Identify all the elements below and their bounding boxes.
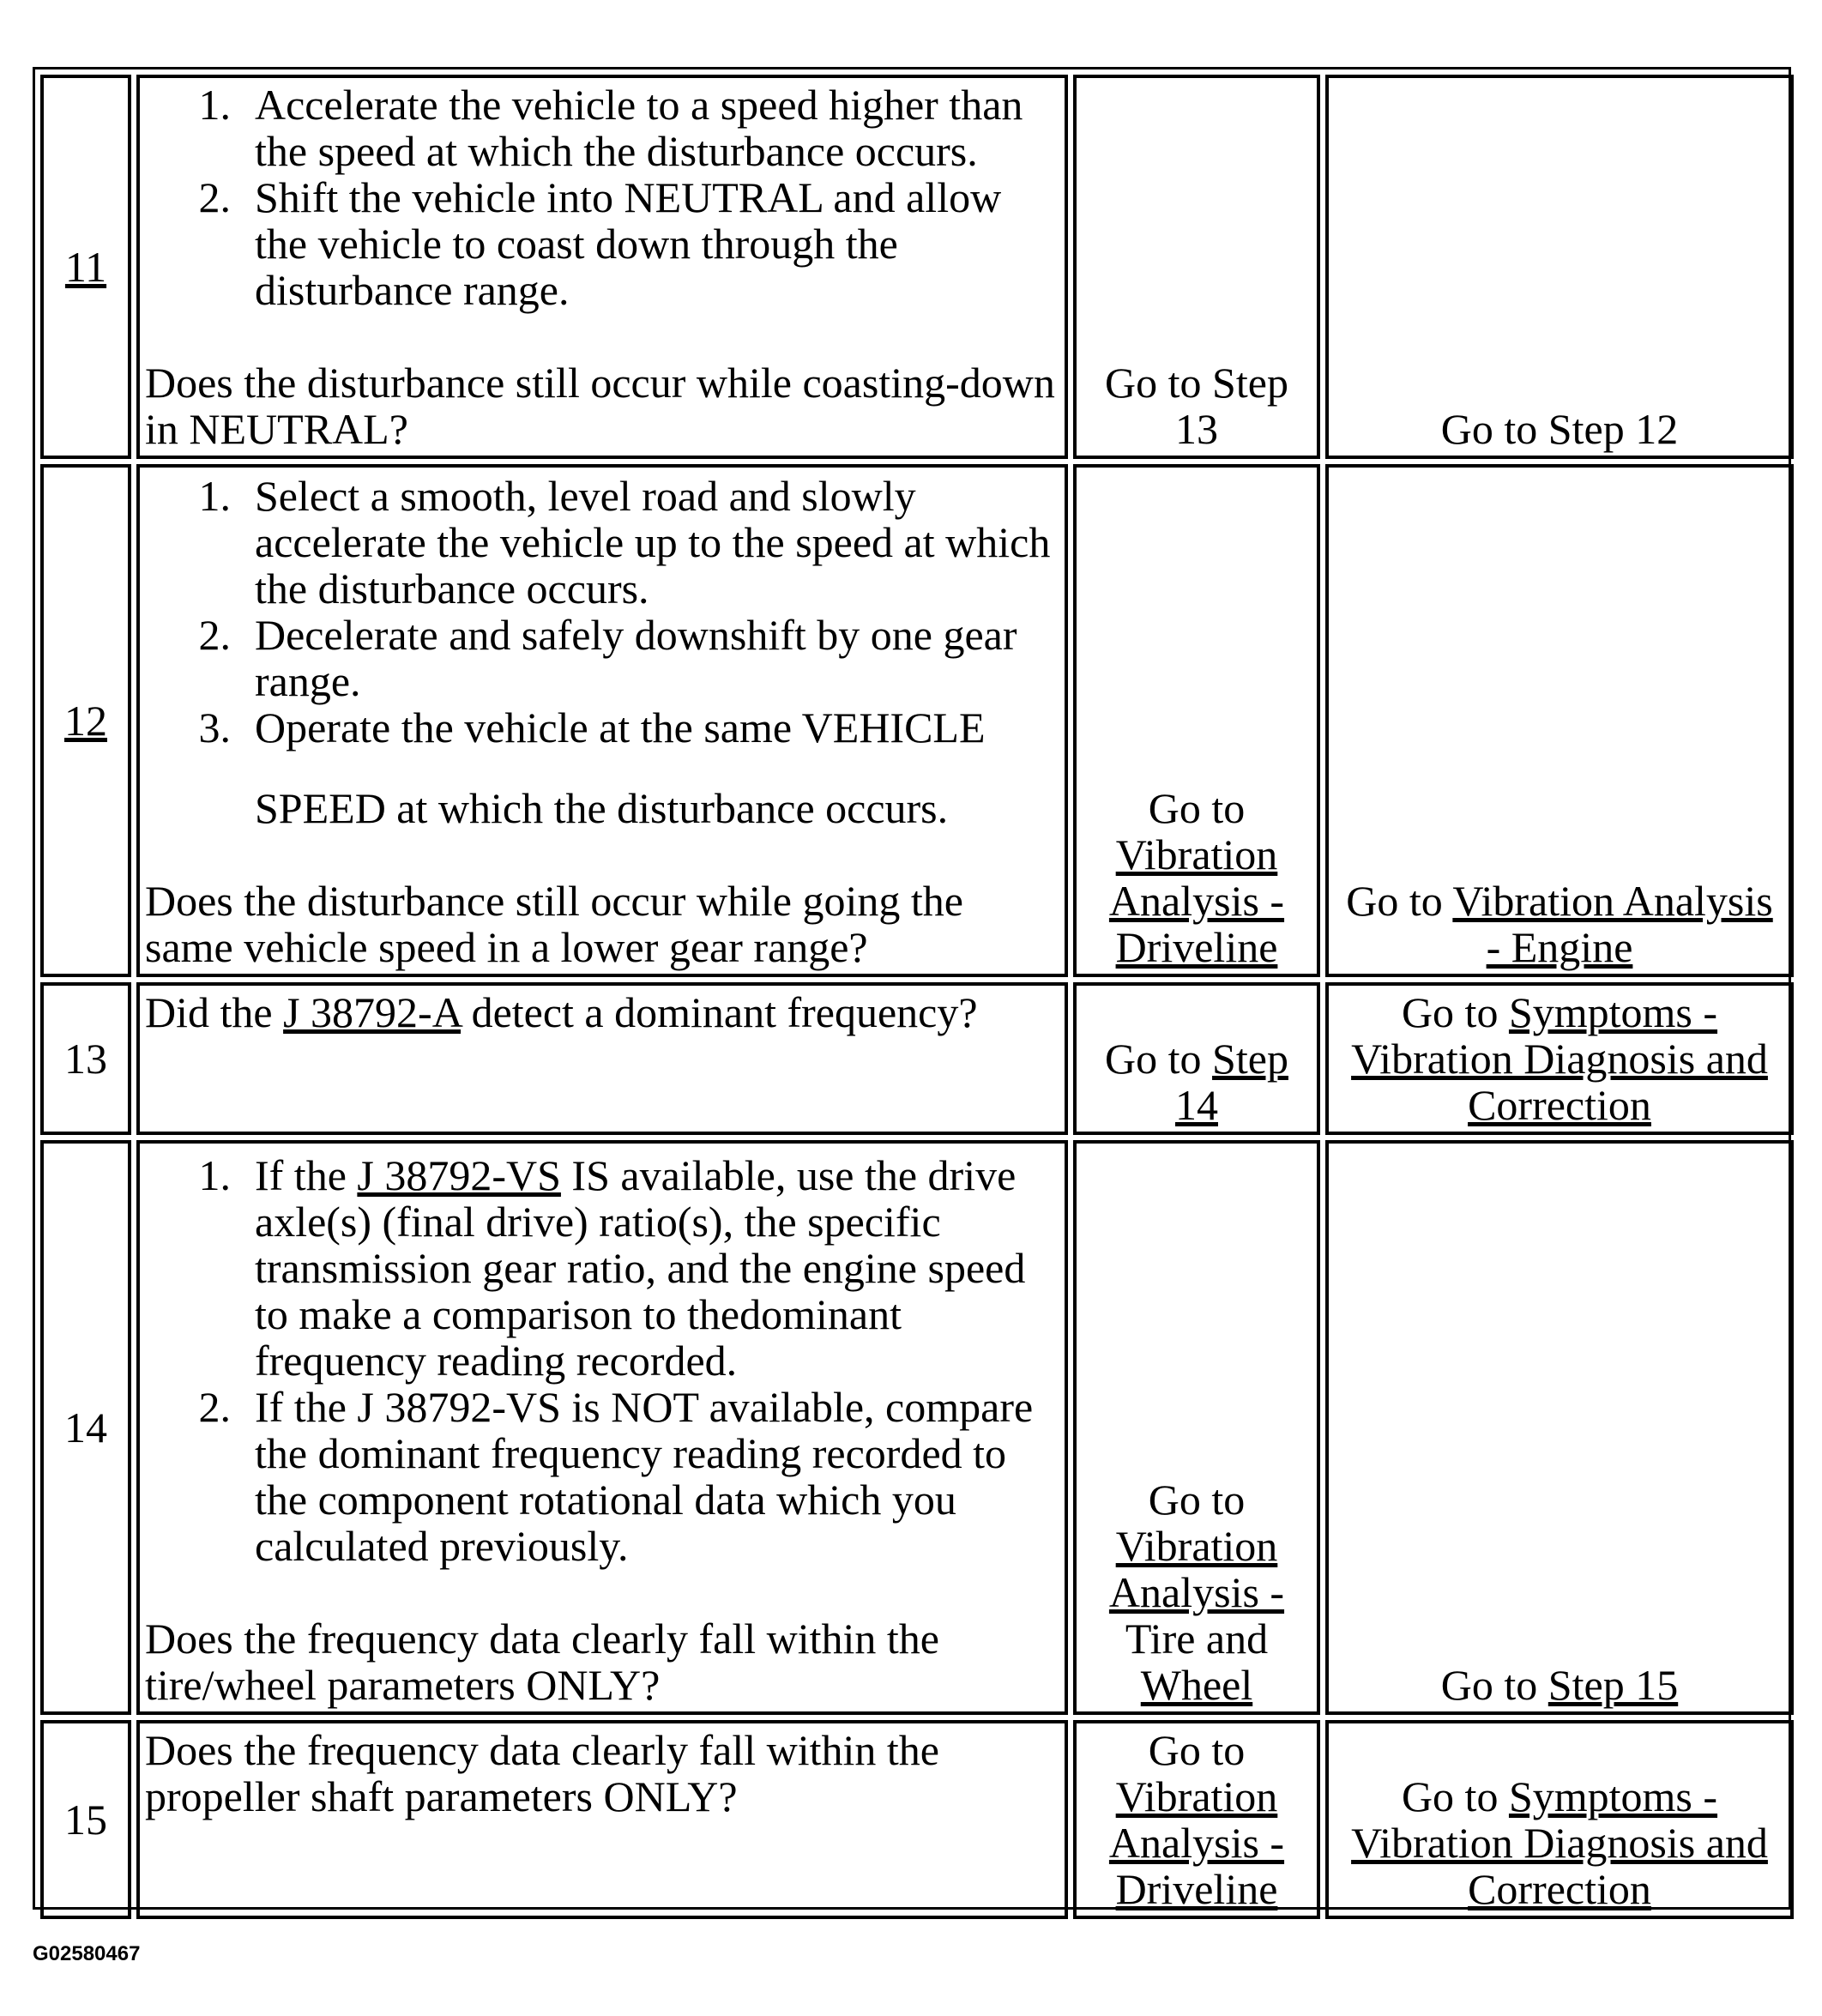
step-number [40,982,131,1135]
figure-code: G02580467 [33,1942,141,1965]
table-row [40,464,1794,977]
wheel-link[interactable]: Wheel [1140,1661,1253,1709]
vibration-analysis-driveline-link[interactable]: Vibration Analysis - Driveline [1108,830,1285,971]
action-cell [136,1140,1068,1715]
no-cell [1325,1720,1794,1919]
table-row [40,1720,1794,1919]
action-item: 2. If the J 38792-VS is NOT available, compare the dominant frequency reading recorded to the component rotational data which you calculated previously. [255,1384,1059,1569]
step-11-link[interactable]: 11 [64,243,107,291]
yes-result: Go to Step 13 [1105,359,1288,453]
step-number [40,1720,131,1919]
action-continuation: SPEED at which the disturbance occurs. [255,784,949,832]
no-cell [1325,1140,1794,1715]
symptoms-vibration-link[interactable]: Symptoms - Vibration Diagnosis and Correction [1351,988,1768,1129]
step-13-label: 13 [64,1035,107,1083]
table-row [40,982,1794,1135]
no-cell [1325,75,1794,459]
table-row [40,75,1794,459]
question-post: detect a dominant frequency? [471,988,978,1036]
step-14-label: 14 [64,1403,107,1452]
vibration-analysis-link[interactable]: Vibration Analysis - [1108,1522,1285,1616]
step-number[interactable] [40,75,131,459]
action-list [145,81,1059,313]
j38792vs-link[interactable]: J 38792-VS [357,1151,561,1199]
action-item: 2. Shift the vehicle into NEUTRAL and allow the vehicle to coast down through the disturbance range. [255,174,1059,313]
action-post: IS available, use the drive axle(s) (final drive) ratio(s), the specific transmission gear ratio, and the engine speed to make a comparison to thedominant frequency reading recorded. [255,1151,1026,1385]
no-cell [1325,982,1794,1135]
question-text: Does the frequency data clearly fall within the tire/wheel parameters ONLY? [145,1615,940,1709]
step-15-link[interactable]: Step 15 [1547,1661,1679,1709]
symptoms-vibration-link[interactable]: Symptoms - Vibration Diagnosis and Correction [1351,1772,1768,1913]
action-text: Operate the vehicle at the same VEHICLE [255,703,986,751]
vibration-analysis-engine-link[interactable]: Vibration Analysis - Engine [1452,877,1773,971]
no-prefix: Go to [1401,988,1499,1036]
action-cell [136,75,1068,459]
no-prefix: Go to [1440,1661,1538,1709]
action-cell [136,982,1068,1135]
question-pre: Did the [145,988,273,1036]
action-list [145,1152,1059,1569]
yes-mid: Tire and [1125,1615,1269,1663]
action-cell [136,464,1068,977]
yes-cell [1073,982,1320,1135]
no-prefix: Go to [1401,1772,1499,1820]
yes-cell [1073,464,1320,977]
action-item: 1. Accelerate the vehicle to a speed higher than the speed at which the disturbance occurs. [255,81,1059,174]
no-prefix: Go to [1346,877,1443,925]
diagnostic-table [35,69,1799,1924]
action-list [145,473,1059,831]
yes-cell [1073,1720,1320,1919]
yes-prefix: Go to [1148,1476,1246,1524]
vibration-analysis-driveline-link[interactable]: Vibration Analysis - Driveline [1108,1772,1285,1913]
step-14-link[interactable]: Step 14 [1175,1035,1288,1129]
action-item [255,1152,1059,1384]
j38792a-link[interactable]: J 38792-A [283,988,462,1036]
step-number [40,1140,131,1715]
yes-prefix: Go to [1105,1035,1202,1083]
step-12-link[interactable]: 12 [64,697,107,745]
step-15-label: 15 [64,1796,107,1844]
question-text: Does the disturbance still occur while going the same vehicle speed in a lower gear range? [145,877,963,971]
yes-cell [1073,75,1320,459]
yes-prefix: Go to [1148,1726,1246,1774]
action-pre: If the [255,1151,347,1199]
action-item: 2. Decelerate and safely downshift by one gear range. [255,612,1059,704]
question-text: Does the frequency data clearly fall within the propeller shaft parameters ONLY? [145,1726,940,1820]
yes-cell [1073,1140,1320,1715]
action-item [255,704,1059,831]
action-cell [136,1720,1068,1919]
question-text: Does the disturbance still occur while coasting-down in NEUTRAL? [145,359,1055,453]
table-row [40,1140,1794,1715]
no-result: Go to Step 12 [1440,405,1679,453]
yes-prefix: Go to [1148,784,1246,832]
no-cell [1325,464,1794,977]
step-number[interactable] [40,464,131,977]
action-item: 1. Select a smooth, level road and slowly accelerate the vehicle up to the speed at which the disturbance occurs. [255,473,1059,612]
